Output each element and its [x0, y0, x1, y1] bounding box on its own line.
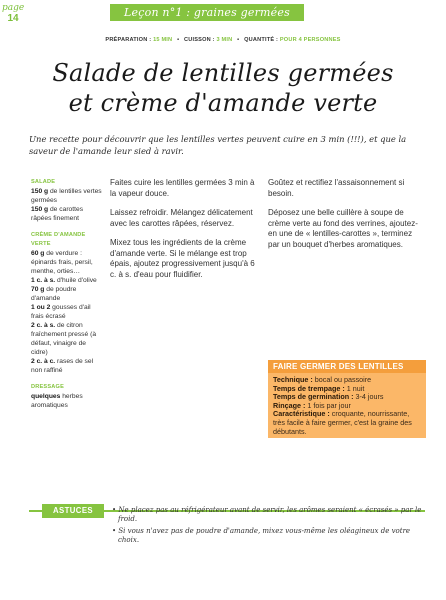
cook-value: 3 MIN	[216, 37, 233, 43]
meta-separator: •	[237, 37, 240, 43]
cook-label: CUISSON :	[184, 37, 215, 43]
lesson-prefix: Leçon n°1 :	[124, 6, 191, 19]
steps-column	[110, 178, 258, 289]
ingredient-item: 2 c. à s. de citron fraîchement pressé (à défaut, vinaigre de cidre)	[31, 322, 97, 356]
qty-label: QUANTITÉ :	[244, 37, 279, 43]
section-label-salade: SALADE	[31, 179, 56, 185]
lesson-banner	[110, 4, 304, 21]
tip-box-header: FAIRE GERMER DES LENTILLES	[268, 360, 426, 373]
ingredient-item: 60 g de verdure : épinards frais, persil, menthe, orties…	[31, 250, 93, 275]
step-paragraph: Goûtez et rectifiez l'assaisonnement si besoin.	[268, 178, 405, 198]
ingredient-item: 150 g de carottes râpées finement	[31, 206, 84, 222]
section-label-dressage: DRESSAGE	[31, 384, 64, 390]
page-label: page	[2, 3, 25, 13]
step-paragraph: Déposez une belle cuillère à soupe de crème verte au fond des verrines, ajoutez-en une de « lentilles-carottes », terminez par un bouquet d'herbes aromatiques.	[268, 208, 418, 249]
sprouting-tip-box	[268, 360, 426, 438]
astuces-list	[112, 506, 428, 547]
tip-rincage: Rinçage : 1 fois par jour	[273, 400, 351, 410]
ingredient-item: 2 c. à c. rases de sel non raffiné	[31, 358, 94, 374]
recipe-meta	[0, 37, 446, 43]
lesson-topic: graines germées	[193, 6, 290, 19]
tip-box-body	[268, 373, 426, 439]
page-number-tag	[2, 4, 24, 24]
tip-technique: Technique : bocal ou passoire	[273, 375, 372, 384]
step-paragraph: Mixez tous les ingrédients de la crème d'amande verte. Si le mélange est trop épais, ajoutez progressivement jusqu'à 6 c. à s. d'eau pour fluidifier.	[110, 238, 255, 279]
section-label-creme: CRÈME D'AMANDE VERTE	[31, 232, 86, 247]
ingredient-item: 70 g de poudre d'amande	[31, 286, 77, 302]
prep-value: 15 MIN	[153, 37, 173, 43]
steps-right-column	[268, 178, 424, 259]
ingredient-item: 1 c. à s. d'huile d'olive	[31, 277, 97, 284]
step-paragraph: Faites cuire les lentilles germées 3 min à la vapeur douce.	[110, 178, 255, 198]
qty-value: POUR 4 PERSONNES	[279, 37, 341, 43]
ingredient-item: 150 g de lentilles vertes germées	[31, 188, 102, 204]
astuces-label: ASTUCES	[42, 504, 104, 518]
ingredients-column	[31, 178, 103, 410]
prep-label: PRÉPARATION :	[105, 37, 152, 43]
recipe-title	[0, 58, 446, 118]
recipe-intro: Une recette pour découvrir que les lentilles vertes peuvent cuire en 3 min (!!!), et que la saveur de l'amande leur sied à ravir.	[29, 134, 407, 156]
astuce-item: • Ne placez pas au réfrigérateur avant de servir, les arômes seraient « écrasés » par le froid.	[112, 506, 422, 524]
page-number: 14	[7, 13, 19, 24]
ingredient-item: quelques herbes aromatiques	[31, 393, 83, 409]
tip-trempage: Temps de trempage : 1 nuit	[273, 383, 365, 393]
tip-caracteristique: Caractéristique : croquante, nourrissante, très facile à faire germer, c'est la graine des débutants.	[273, 409, 412, 436]
title-line-2: et crème d'amande verte	[68, 89, 378, 117]
title-line-1: Salade de lentilles germées	[52, 59, 394, 87]
astuce-item: • Si vous n'avez pas de poudre d'amande, mixez vous-même les oléagineux de votre choix.	[112, 526, 411, 544]
step-paragraph: Laissez refroidir. Mélangez délicatement avec les carottes râpées, réservez.	[110, 208, 253, 228]
ingredient-item: 1 ou 2 gousses d'ail frais écrasé	[31, 304, 91, 320]
tip-germination: Temps de germination : 3-4 jours	[273, 392, 384, 402]
meta-separator: •	[177, 37, 180, 43]
